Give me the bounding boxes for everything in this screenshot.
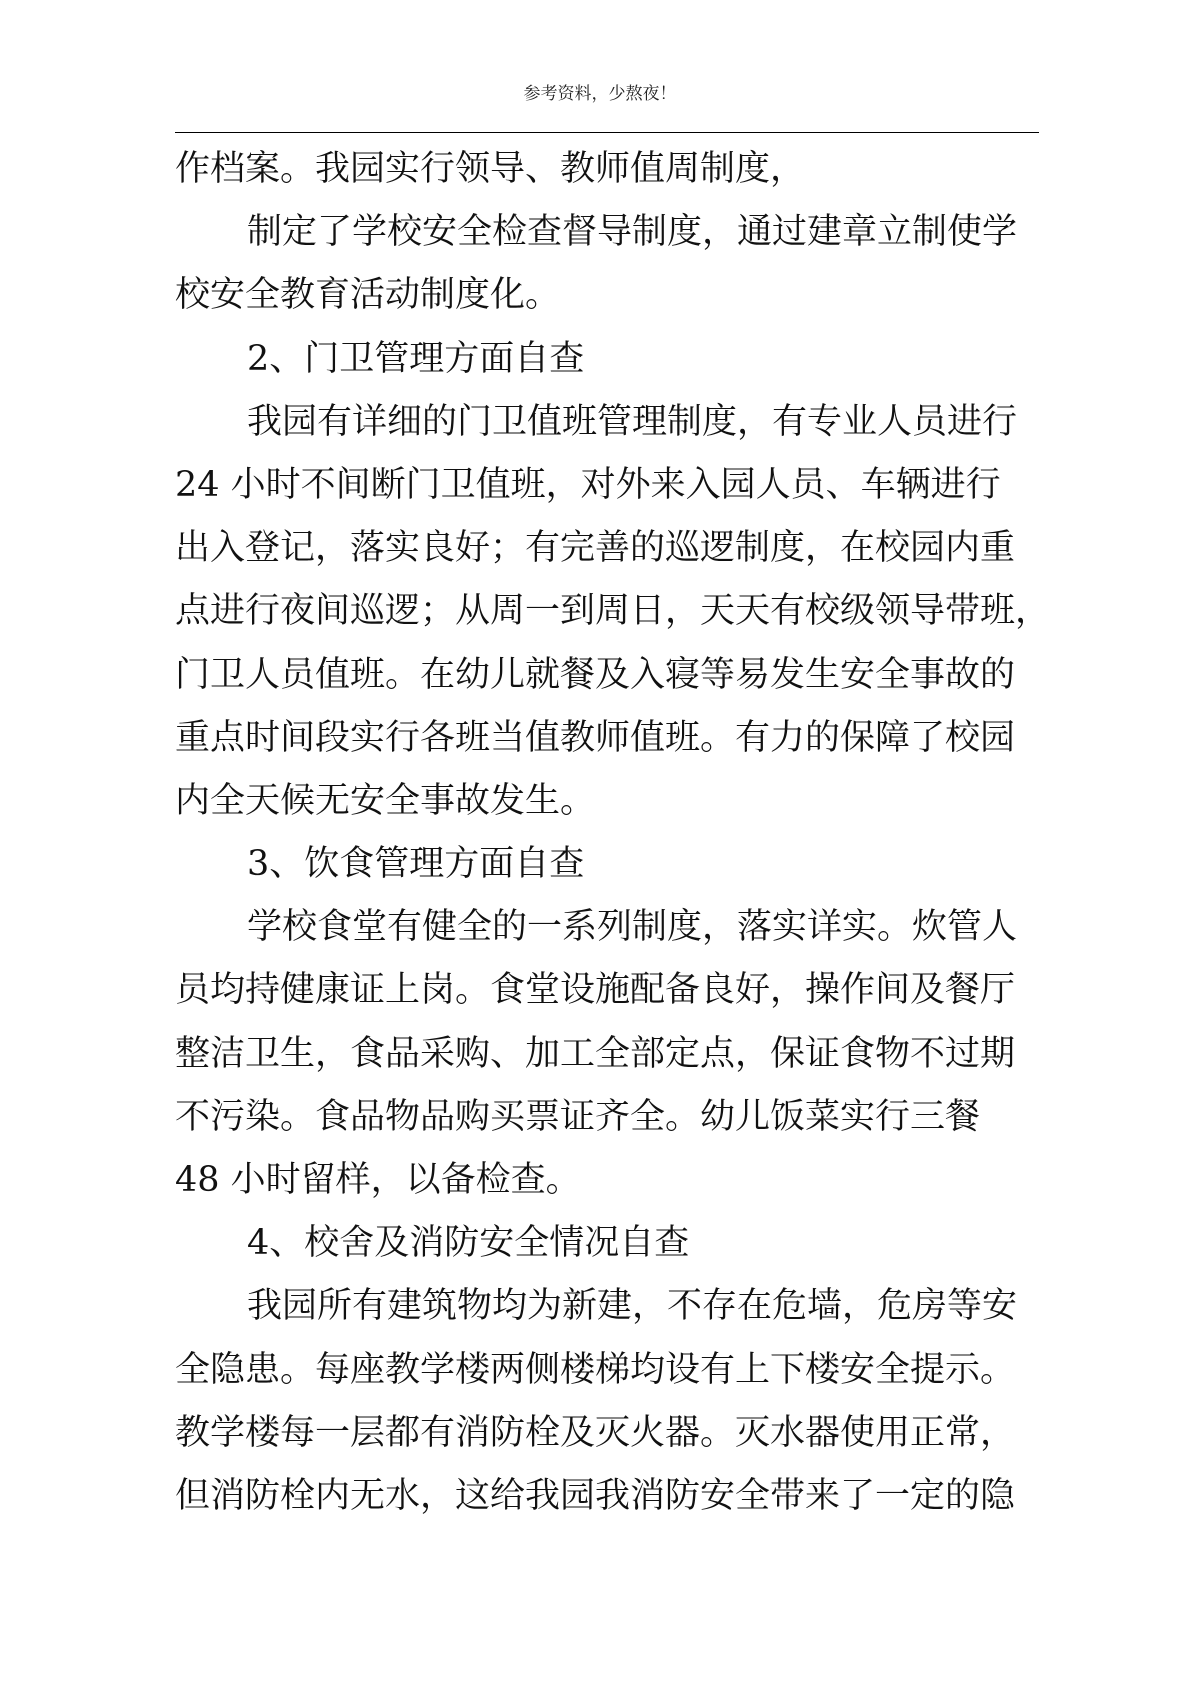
header-rule xyxy=(175,132,1039,133)
text-line: 内全天候无安全事故发生。 xyxy=(175,780,596,821)
text-line: 全隐患。每座教学楼两侧楼梯均设有上下楼安全提示。 xyxy=(175,1349,1016,1390)
text-line: 制定了学校安全检查督导制度，通过建章立制使学 xyxy=(247,212,1018,253)
text-line: 但消防栓内无水，这给我园我消防安全带来了一定的隐 xyxy=(175,1475,1016,1516)
text-line: 我园所有建筑物均为新建，不存在危墙，危房等安 xyxy=(247,1286,1018,1327)
text-line: 2、门卫管理方面自查 xyxy=(247,338,585,379)
text-line: 点进行夜间巡逻；从周一到周日，天天有校级领导带班， xyxy=(175,591,1051,632)
text-line: 24 小时不间断门卫值班，对外来入园人员、车辆进行 xyxy=(175,464,1001,505)
text-line: 3、饮食管理方面自查 xyxy=(247,844,585,885)
text-line: 我园有详细的门卫值班管理制度，有专业人员进行 xyxy=(247,401,1018,442)
page-header: 参考资料，少熬夜！ xyxy=(523,84,677,104)
text-line: 4、校舍及消防安全情况自查 xyxy=(247,1223,690,1264)
text-line: 出入登记，落实良好；有完善的巡逻制度，在校园内重 xyxy=(175,528,1016,569)
text-line: 学校食堂有健全的一系列制度，落实详实。炊管人 xyxy=(247,907,1018,948)
text-line: 不污染。食品物品购买票证齐全。幼儿饭菜实行三餐 xyxy=(175,1096,981,1137)
text-line: 整洁卫生，食品采购、加工全部定点，保证食物不过期 xyxy=(175,1033,1016,1074)
text-line: 作档案。我园实行领导、教师值周制度， xyxy=(175,149,806,189)
text-line: 门卫人员值班。在幼儿就餐及入寝等易发生安全事故的 xyxy=(175,654,1016,695)
text-line: 48 小时留样，以备检查。 xyxy=(175,1160,581,1200)
text-line: 教学楼每一层都有消防栓及灭火器。灭水器使用正常， xyxy=(175,1412,1016,1453)
text-line: 重点时间段实行各班当值教师值班。有力的保障了校园 xyxy=(175,717,1016,758)
text-line: 校安全教育活动制度化。 xyxy=(175,275,561,316)
document-body xyxy=(175,138,1055,1528)
text-line: 员均持健康证上岗。食堂设施配备良好，操作间及餐厅 xyxy=(175,970,1016,1011)
